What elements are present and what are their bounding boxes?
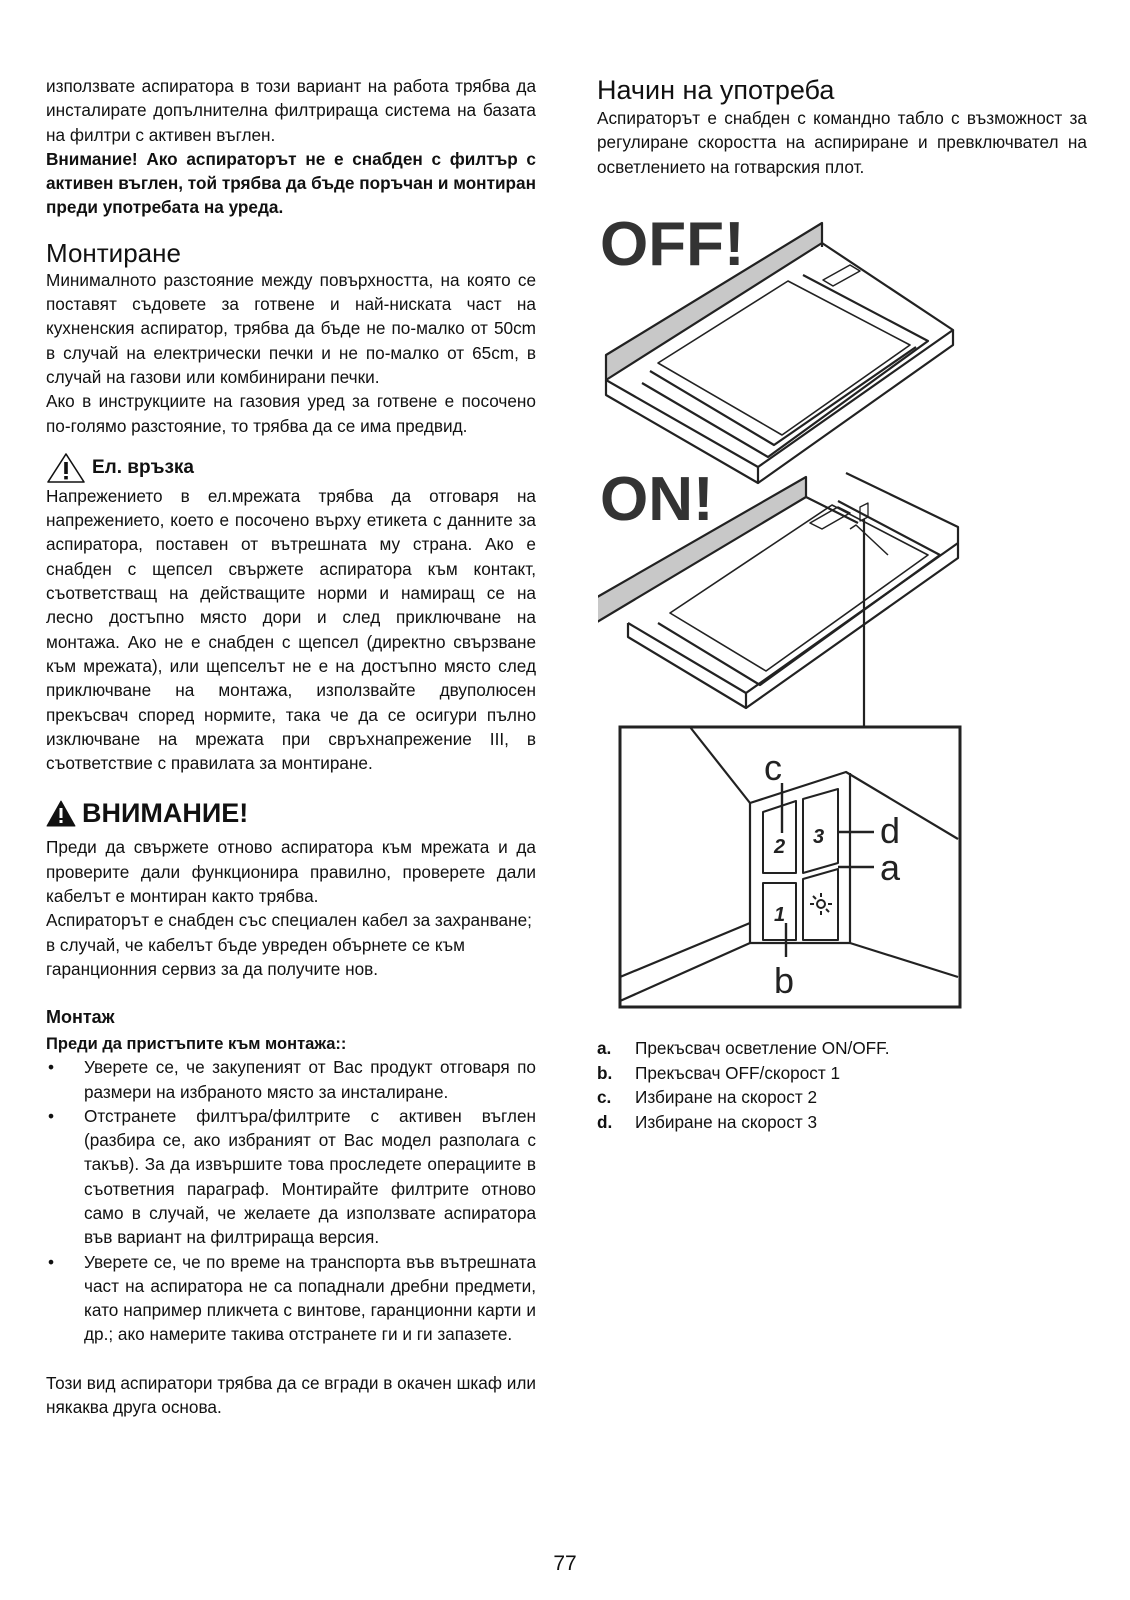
warning-filled-icon [46, 800, 76, 827]
warning-paragraph-1: Преди да свържете отново аспиратора към мрежата и да проверите дали функционира правилно, проверете дали кабелът е монтиран както трябва. [46, 837, 536, 907]
closing-paragraph: Този вид аспиратори трябва да се вгради в окачен шкаф или някаква друга основа. [46, 1372, 536, 1418]
button-3-label: 3 [813, 826, 825, 848]
right-column [597, 74, 1087, 179]
intro-warning: Внимание! Ако аспираторът не е снабден с филтър с активен въглен, той трябва да бъде поръчан и монтиран преди употребата на уреда. [46, 148, 536, 218]
electric-paragraph: Напрежението в ел.мрежата трябва да отговаря на напрежението, което е посочено върху етикета с данните за аспиратора, поставен от вътрешната му страна. Ако е снабден с щепсел свържете аспиратора към контакт, съответстващ на действащите норми и намиращ се на лесно достъпно място дори и след приключване на монтажа. Ако не е снабден с щепсел (директно свързване към мрежата), или щепселът не е на достъпно място след приключване на монтажа, използвайте двуполюсен прекъсвач според нормите, така че да се осигури пълно изключване на мрежата при свръхнапрежение III, в съответствие с правилата за монтиране. [46, 485, 536, 774]
left-column [46, 74, 536, 1419]
callout-a: a [880, 847, 901, 888]
callout-c: c [764, 747, 782, 788]
callout-d: d [880, 810, 901, 851]
button-2-label: 2 [774, 836, 786, 858]
mounting-title: Монтиране [46, 237, 181, 268]
button-1-label: 1 [774, 904, 786, 926]
assembly-subtitle: Преди да пристъпите към монтажа:: [46, 1035, 347, 1054]
off-label: OFF! [600, 210, 745, 279]
intro-paragraph: използвате аспиратора в този вариант на работа трябва да инсталирате допълнителна филтрираща система на базата на филтри с активен въглен. [46, 76, 536, 145]
mounting-paragraph-2: Ако в инструкциите на газовия уред за готвене е посочено по-голямо разстояние, то трябва да се има предвид. [46, 391, 536, 436]
usage-title: Начин на употреба [597, 75, 835, 105]
legend-item-c: c. Избиране на скорост 2 [597, 1087, 818, 1107]
list-item: • Уверете се, че по време на транспорта във вътрешната част на аспиратора не са попаднали дребни предмети, като например пликчета с винтове, гаранционни карти и др.; ако намерите такива отстранете ги и ги запазете. [46, 1250, 536, 1347]
electric-heading [46, 452, 536, 484]
on-label: ON! [600, 465, 714, 534]
hood-figure [598, 205, 1090, 1025]
usage-paragraph: Аспираторът е снабден с командно табло с възможност за регулиране скоростта на аспириране и превключвател на осветлението на готварския плот. [597, 108, 1087, 177]
list-item: • Отстранете филтъра/филтрите с активен въглен (разбира се, ако избраният от Вас модел разполага с такъв). За да извършите това проследете операциите в съответния параграф. Монтирайте филтрите отново само в случай, че желаете да използвате аспиратора във вариант на филтрираща версия. [46, 1104, 536, 1250]
warning-paragraph-2: Аспираторът е снабден със специален кабел за захранване; в случай, че кабелът бъде увреден обърнете се към гаранционния сервиз за да получите нов. [46, 910, 532, 979]
legend-item-d: d. Избиране на скорост 3 [597, 1111, 818, 1132]
callout-b: b [774, 960, 795, 1001]
page-number: 77 [553, 1552, 577, 1575]
warning-heading [46, 797, 536, 829]
warning-triangle-icon [46, 452, 86, 484]
legend-item-b: b. Прекъсвач OFF/скорост 1 [597, 1062, 841, 1083]
warning-title: ВНИМАНИЕ! [82, 798, 249, 829]
assembly-title: Монтаж [46, 1007, 115, 1028]
list-item: • Уверете се, че закупеният от Вас продукт отговаря по размери на избраното място за инсталиране. [46, 1055, 536, 1104]
electric-title: Ел. връзка [92, 456, 194, 478]
assembly-list [46, 1055, 536, 1347]
mounting-paragraph-1: Минималното разстояние между повърхността, на която се поставят съдовете за готвене и най-ниската част на кухненския аспиратор, трябва да бъде не по-малко от 50cm в случай на електрически печки и не по-малко от 65cm, в случай на газови или комбинирани печки. [46, 269, 536, 387]
legend-list [597, 1036, 890, 1134]
legend-item-a: a. Прекъсвач осветление ON/OFF. [597, 1038, 890, 1058]
